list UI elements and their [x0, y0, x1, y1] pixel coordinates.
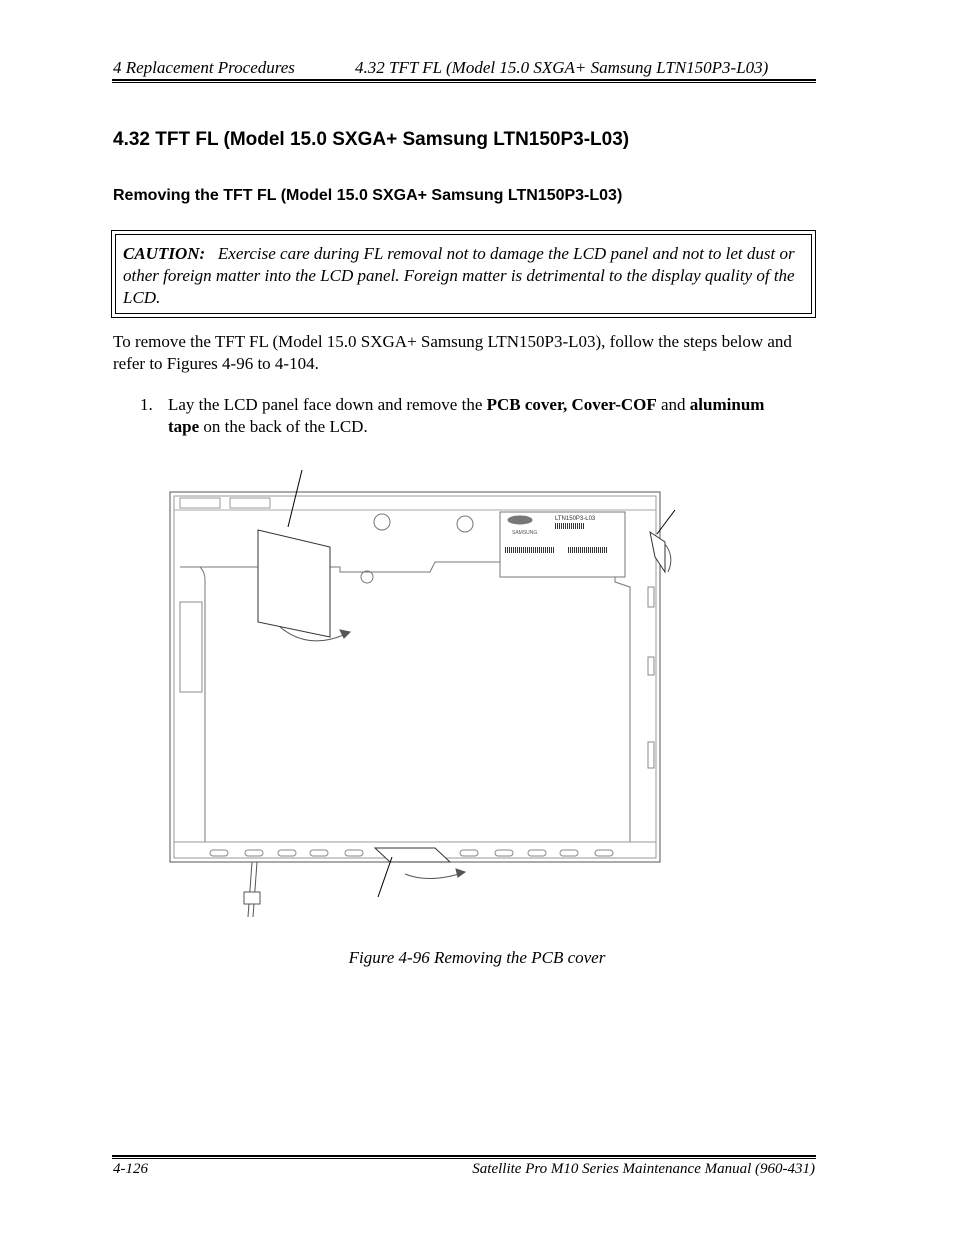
step-bold-1: PCB cover, Cover-COF: [486, 395, 657, 414]
figure-caption: Figure 4-96 Removing the PCB cover: [348, 948, 606, 967]
aluminum-tape: [650, 532, 665, 572]
header-section: 4.32 TFT FL (Model 15.0 SXGA+ Samsung LTN150P3-L03): [355, 58, 769, 77]
header-rule: [112, 79, 816, 81]
pcb-cover: [258, 530, 330, 637]
step-number: 1.: [140, 395, 153, 414]
caution-text: [123, 243, 803, 309]
footer-rule: [112, 1155, 816, 1157]
header-chapter: 4 Replacement Procedures: [113, 58, 295, 77]
step-body: [168, 394, 768, 438]
section-title: 4.32 TFT FL (Model 15.0 SXGA+ Samsung LTN150P3-L03): [113, 129, 630, 150]
step-text-2: and: [656, 395, 690, 414]
caution-box: [111, 230, 816, 318]
subsection-title: Removing the TFT FL (Model 15.0 SXGA+ Samsung LTN150P3-L03): [113, 187, 623, 204]
intro-paragraph: To remove the TFT FL (Model 15.0 SXGA+ Samsung LTN150P3-L03), follow the steps below and refer to Figures 4-96 to 4-104.: [113, 332, 792, 373]
caution-body: Exercise care during FL removal not to damage the LCD panel and not to let dust or other foreign matter into the LCD panel. Foreign matter is detrimental to the display quality of the LCD.: [123, 244, 795, 307]
header-rule-thin: [112, 82, 816, 83]
page-number: 4-126: [113, 1161, 148, 1177]
manual-title: Satellite Pro M10 Series Maintenance Manual (960-431): [472, 1161, 815, 1177]
step-text-3: on the back of the LCD.: [199, 417, 368, 436]
lcd-panel-figure: [160, 462, 680, 932]
step-bold-2: aluminum tape: [168, 395, 765, 436]
label-model: LTN150P3-L03: [555, 516, 596, 522]
footer-rule-thin: [112, 1158, 816, 1159]
caution-label: CAUTION:: [123, 244, 206, 263]
label-brand: SAMSUNG: [512, 530, 538, 536]
step-text-1: Lay the LCD panel face down and remove the: [168, 395, 487, 414]
